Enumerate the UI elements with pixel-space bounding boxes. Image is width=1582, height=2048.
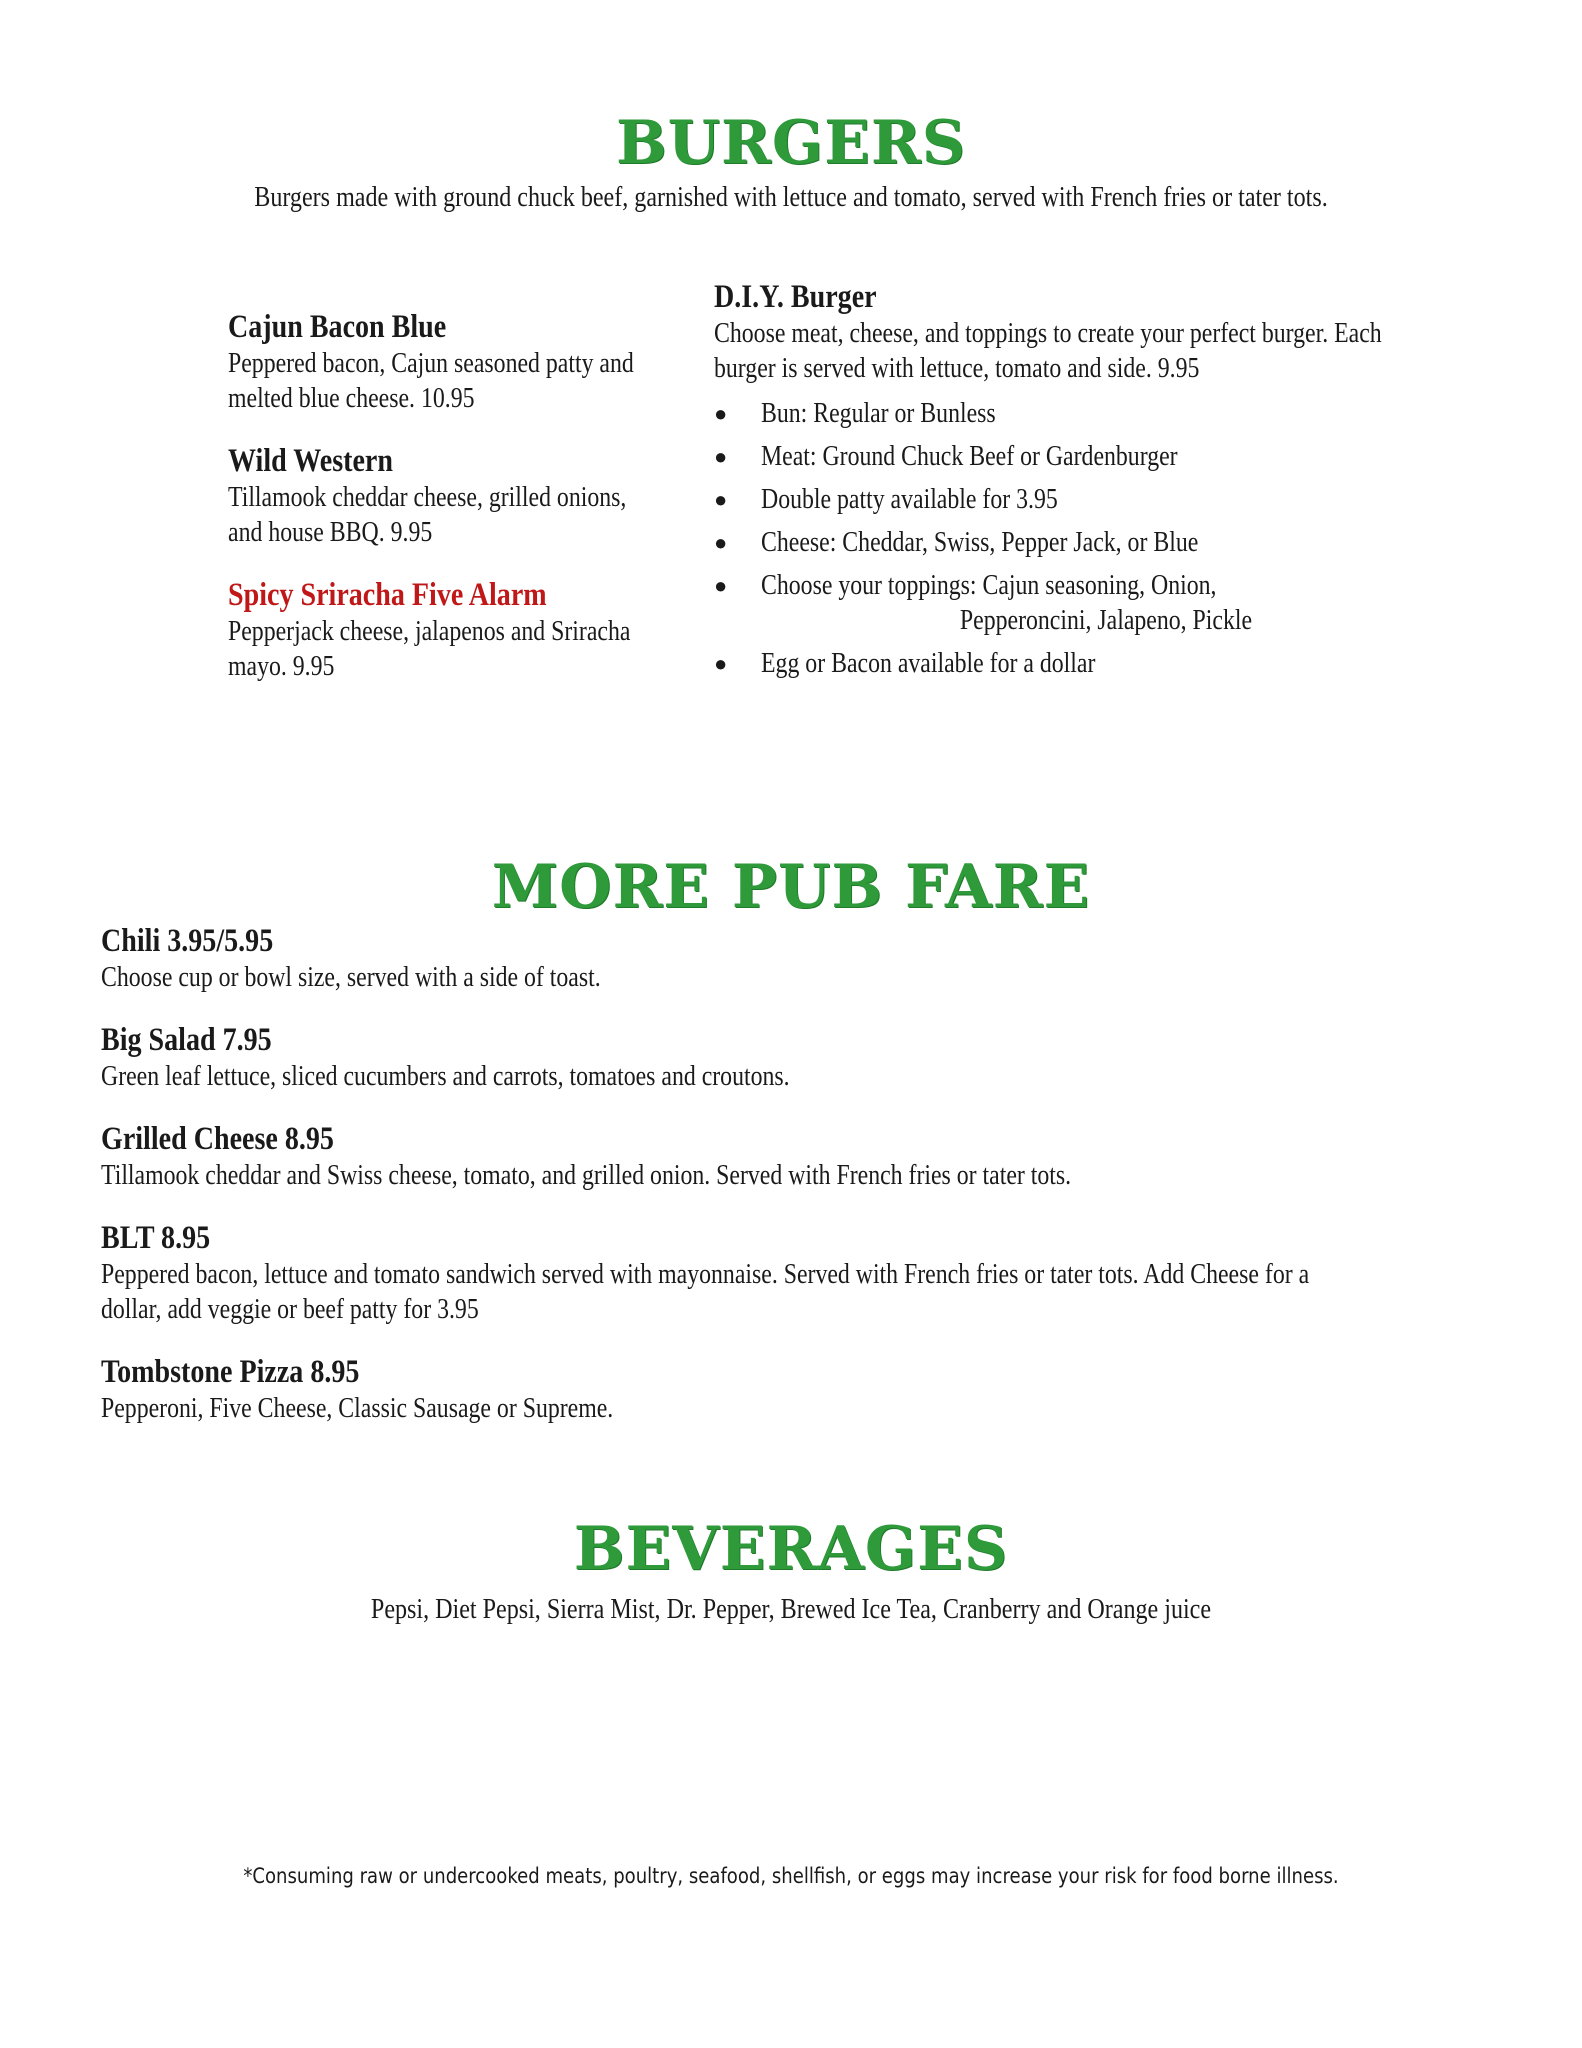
bullet-icon: ● [714,401,728,426]
diy-burger-name: D.I.Y. Burger [714,279,877,315]
list-item: ● Cheese: Cheddar, Swiss, Pepper Jack, or Blue [714,527,1199,558]
item-name: Big Salad 7.95 [101,1022,272,1058]
list-item: ● Double patty available for 3.95 [714,484,1058,515]
pub-fare-list [101,922,1321,1452]
pub-fare-heading: MORE PUB FARE [491,852,1091,922]
menu-item [101,922,1321,995]
menu-item [101,1219,1321,1327]
menu-item [228,442,658,550]
disclaimer: *Consuming raw or undercooked meats, poultry, seafood, shellfish, or eggs may increase your risk for food borne illness. [243,1864,1339,1888]
bullet-icon: ● [714,651,728,676]
diy-burger-description: Choose meat, cheese, and toppings to create your perfect burger. Each burger is served with lettuce, tomato and side. 9.95 [714,318,1382,384]
bullet-icon: ● [714,530,728,555]
list-item: ● Bun: Regular or Bunless [714,398,996,429]
menu-item [101,1021,1321,1094]
list-item: ● Meat: Ground Chuck Beef or Gardenburger [714,441,1178,472]
list-item: ● Egg or Bacon available for a dollar [714,648,1096,679]
beverages-heading: BEVERAGES [573,1514,1009,1584]
item-description: Choose cup or bowl size, served with a side of toast. [101,962,601,993]
diy-burger-column [714,278,1414,689]
item-description: Pepperjack cheese, jalapenos and Sriracha mayo. 9.95 [228,616,631,682]
burgers-intro: Burgers made with ground chuck beef, garnished with lettuce and tomato, served with French fries or tater tots. [254,182,1328,213]
list-item: ● Choose your toppings: Cajun seasoning, Onion, Pepperoncini, Jalapeno, Pickle [714,568,1414,638]
menu-item [101,1353,1321,1426]
beverages-list: Pepsi, Diet Pepsi, Sierra Mist, Dr. Pepper, Brewed Ice Tea, Cranberry and Orange juice [370,1594,1212,1625]
item-name: Chili 3.95/5.95 [101,923,274,959]
toppings-continued: Pepperoncini, Jalapeno, Pickle [959,605,1253,636]
menu-item [228,308,658,416]
item-name: Cajun Bacon Blue [228,309,447,345]
diy-options-list [714,396,1414,681]
item-description: Green leaf lettuce, sliced cucumbers and carrots, tomatoes and croutons. [101,1061,790,1092]
item-name: Tombstone Pizza 8.95 [101,1354,360,1390]
item-name: Wild Western [228,443,393,479]
item-description: Peppered bacon, lettuce and tomato sandwich served with mayonnaise. Served with French fries or tater tots. Add Cheese for a dollar, add veggie or beef patty for 3.95 [101,1259,1310,1325]
item-description: Tillamook cheddar cheese, grilled onions, and house BBQ. 9.95 [228,482,627,548]
burgers-heading: BURGERS [615,108,967,178]
bullet-icon: ● [714,444,728,469]
item-description: Tillamook cheddar and Swiss cheese, tomato, and grilled onion. Served with French fries or tater tots. [101,1160,1072,1191]
item-name-spicy: Spicy Sriracha Five Alarm [228,577,547,613]
menu-item [101,1120,1321,1193]
item-name: BLT 8.95 [101,1220,211,1256]
item-name: Grilled Cheese 8.95 [101,1121,334,1157]
item-description: Peppered bacon, Cajun seasoned patty and melted blue cheese. 10.95 [228,348,634,414]
burgers-left-column [228,308,658,710]
item-description: Pepperoni, Five Cheese, Classic Sausage or Supreme. [101,1393,614,1424]
menu-item [228,576,658,684]
bullet-icon: ● [714,573,728,598]
bullet-icon: ● [714,487,728,512]
